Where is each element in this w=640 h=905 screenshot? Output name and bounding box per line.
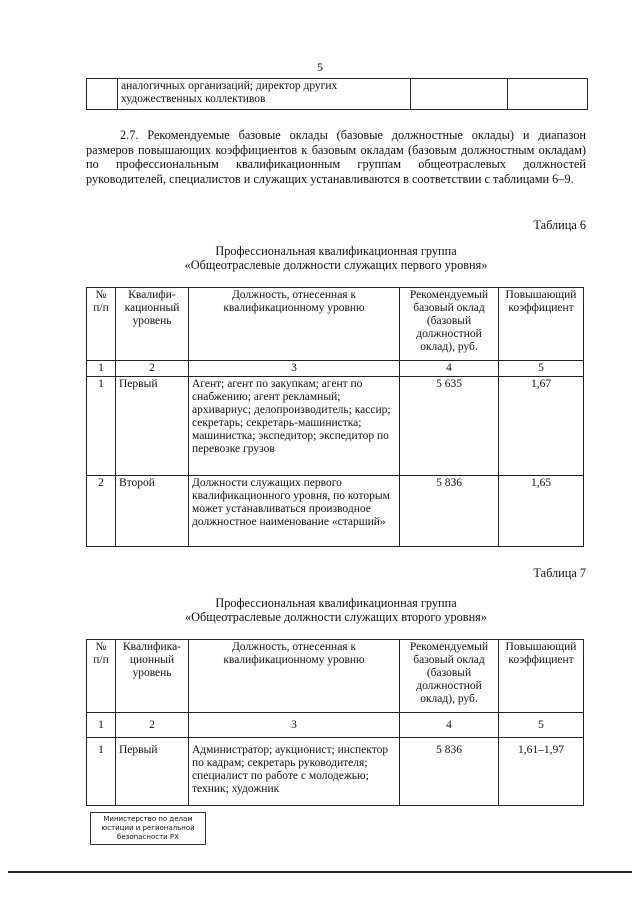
stamp-line2: юстиции и региональной	[101, 824, 195, 832]
col-num: 5	[499, 713, 584, 738]
table-cell	[87, 79, 118, 110]
table-row	[87, 476, 584, 547]
table-7	[86, 639, 584, 806]
table-header-row	[87, 640, 584, 713]
row-num: 1	[87, 377, 116, 476]
row-salary: 5 635	[400, 377, 499, 476]
header-level: Квалифи-кационный уровень	[116, 288, 189, 361]
table-6-label: Таблица 6	[533, 218, 586, 232]
bottom-rule	[8, 871, 632, 873]
row-coefficient: 1,61–1,97	[499, 738, 584, 806]
row-level: Первый	[116, 377, 189, 476]
col-num: 4	[400, 713, 499, 738]
column-number-row	[87, 361, 584, 377]
header-num: № п/п	[87, 288, 116, 361]
table-cell: аналогичных организаций; директор других художественных коллективов	[118, 79, 411, 110]
row-coefficient: 1,65	[499, 476, 584, 547]
col-num: 1	[87, 713, 116, 738]
col-num: 3	[189, 361, 400, 377]
table-6-title-line1: Профессиональная квалификационная группа	[215, 244, 457, 258]
header-position: Должность, отнесенная к квалификационному уровню	[189, 640, 400, 713]
ministry-stamp	[90, 812, 206, 845]
header-coefficient: Повышающий коэффициент	[499, 640, 584, 713]
table-7-label: Таблица 7	[533, 566, 586, 580]
table-cell	[508, 79, 588, 110]
table-7-title-line2: «Общеотраслевые должности служащих второго уровня»	[185, 610, 487, 624]
header-salary: Рекомендуемый базовый оклад (базовый должностной оклад), руб.	[400, 640, 499, 713]
header-coefficient: Повышающий коэффициент	[499, 288, 584, 361]
row-position: Администратор; аукционист; инспектор по кадрам; секретарь руководителя; специалист по работе с молодежью; техник; художник	[189, 738, 400, 806]
stamp-line3: безопасности РХ	[117, 833, 179, 841]
row-salary: 5 836	[400, 738, 499, 806]
row-salary: 5 836	[400, 476, 499, 547]
header-level: Квалифика-ционный уровень	[116, 640, 189, 713]
table-7-title	[86, 596, 586, 624]
table-row	[87, 377, 584, 476]
table-header-row	[87, 288, 584, 361]
table-row	[87, 738, 584, 806]
header-position: Должность, отнесенная к квалификационному уровню	[189, 288, 400, 361]
col-num: 2	[116, 361, 189, 377]
column-number-row	[87, 713, 584, 738]
page-number: 5	[317, 60, 323, 74]
header-num: № п/п	[87, 640, 116, 713]
col-num: 4	[400, 361, 499, 377]
row-position: Агент; агент по закупкам; агент по снабжению; агент рекламный; архивариус; делопроизводитель; кассир; секретарь; секретарь-машинистка; машинистка; экспедитор; экспедитор по перевозке грузов	[189, 377, 400, 476]
paragraph-2-7: 2.7. Рекомендуемые базовые оклады (базовые должностные оклады) и диапазон размеров повышающих коэффициентов к базовым окладам (базовым должностным окладам) по профессиональным квалификационным группам общеотраслевых должностей руководителей, специалистов и служащих устанавливаются в соответствии с таблицами 6–9.	[86, 128, 586, 186]
col-num: 1	[87, 361, 116, 377]
table-6	[86, 287, 584, 547]
table-cell	[411, 79, 508, 110]
table-6-title-line2: «Общеотраслевые должности служащих первого уровня»	[184, 258, 488, 272]
row-position: Должности служащих первого квалификационного уровня, по которым может устанавливаться производное должностное наименование «старший»	[189, 476, 400, 547]
row-num: 2	[87, 476, 116, 547]
table-row	[87, 79, 588, 110]
table-7-title-line1: Профессиональная квалификационная группа	[215, 596, 457, 610]
col-num: 2	[116, 713, 189, 738]
col-num: 3	[189, 713, 400, 738]
col-num: 5	[499, 361, 584, 377]
row-coefficient: 1,67	[499, 377, 584, 476]
row-num: 1	[87, 738, 116, 806]
row-level: Второй	[116, 476, 189, 547]
table-6-title	[86, 244, 586, 272]
header-salary: Рекомендуемый базовый оклад (базовый должностной оклад), руб.	[400, 288, 499, 361]
stamp-line1: Министерство по делам	[103, 815, 193, 823]
row-level: Первый	[116, 738, 189, 806]
continuation-table	[86, 78, 588, 110]
